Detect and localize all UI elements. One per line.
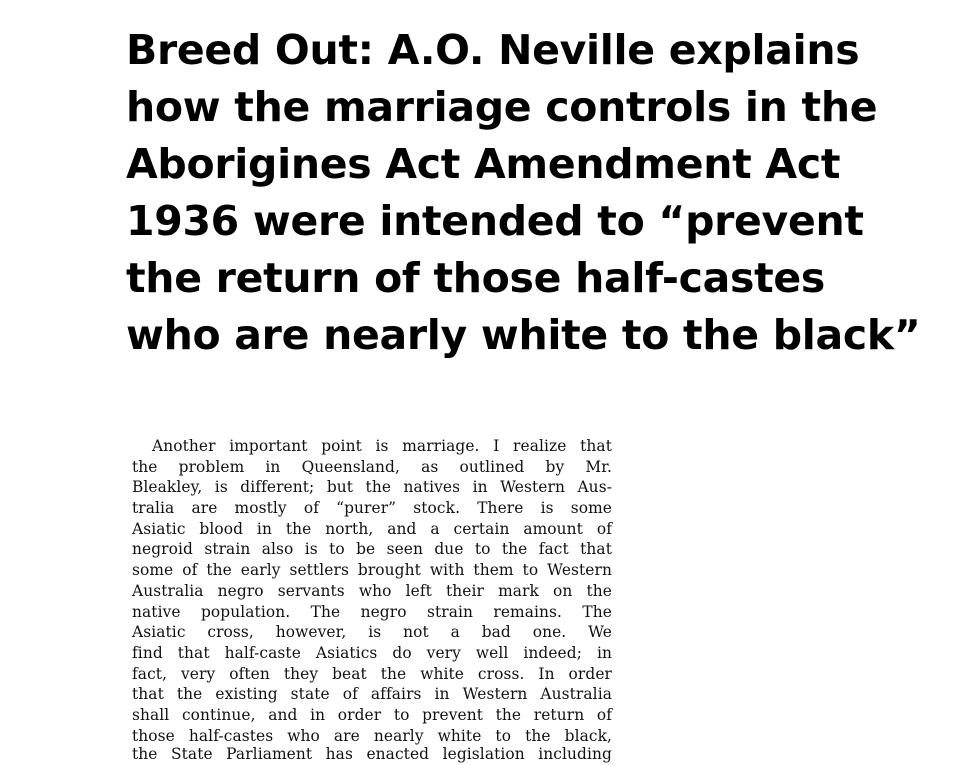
scan-text-line: native population. The negro strain remains. The — [132, 602, 612, 621]
scan-text-line: shall continue, and in order to prevent the return of — [132, 705, 612, 724]
scan-text-line: Asiatic cross, however, is not a bad one. We — [132, 623, 612, 642]
headline-line: 1936 were intended to “prevent — [126, 197, 864, 245]
scan-text-line: Another important point is marriage. I realize that — [152, 437, 612, 455]
scan-text-line: that the existing state of affairs in Western Australia — [132, 685, 612, 704]
scan-text-line: negroid strain also is to be seen due to the fact that — [132, 540, 612, 559]
scanned-text-excerpt — [132, 436, 612, 764]
scan-text-line: tralia are mostly of “purer” stock. There is some — [132, 499, 612, 518]
headline-line: Aborigines Act Amendment Act — [126, 140, 841, 188]
headline-line: how the marriage controls in the — [126, 83, 878, 131]
scan-text-line: find that half-caste Asiatics do very well indeed; in — [132, 643, 612, 662]
scan-text-line: Australia negro servants who left their mark on the — [132, 581, 612, 600]
headline-line: Breed Out: A.O. Neville explains — [126, 26, 860, 74]
headline-line: the return of those half-castes — [126, 254, 826, 302]
scan-text-line: fact, very often they beat the white cross. In order — [132, 664, 612, 683]
scan-text-line: some of the early settlers brought with them to Western — [132, 561, 612, 580]
scan-text-line: the State Parliament has enacted legislation including — [132, 745, 612, 764]
headline — [126, 22, 926, 364]
headline-line: who are nearly white to the black” — [126, 311, 921, 359]
scan-text-line: Bleakley, is different; but the natives in Western Aus- — [132, 478, 612, 497]
scan-text-line: those half-castes who are nearly white to the black, — [132, 726, 612, 745]
scan-text-line: Asiatic blood in the north, and a certain amount of — [132, 519, 612, 538]
scan-text-line: the problem in Queensland, as outlined by Mr. — [132, 457, 612, 476]
